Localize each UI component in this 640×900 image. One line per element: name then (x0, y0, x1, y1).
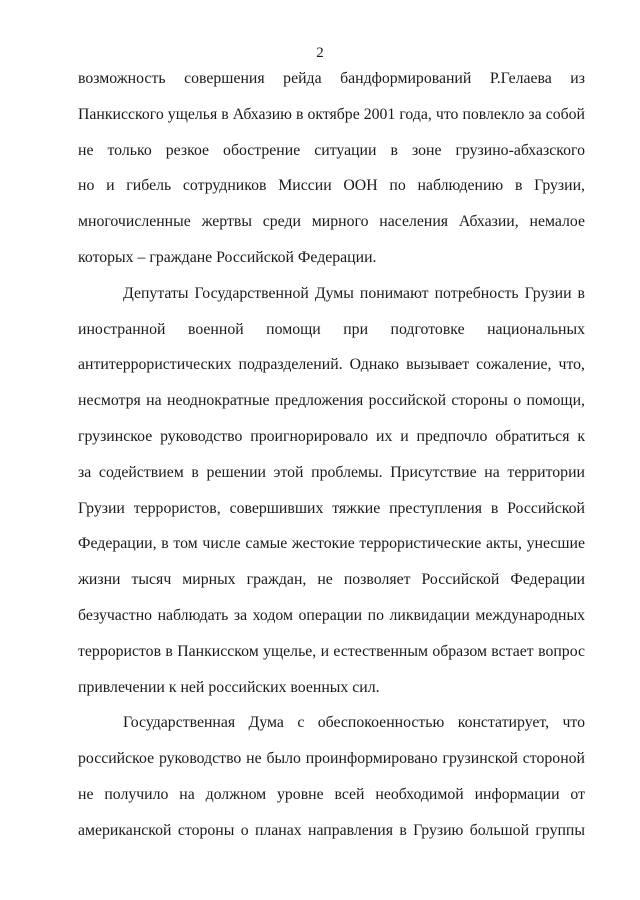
text-line: которых – граждане Российской Федерации. (78, 248, 377, 266)
text-line: террористов в Панкисском ущелье, и естественным образом встает вопрос (78, 642, 585, 660)
text-line: Грузии террористов, совершивших тяжкие преступления в Российской (78, 499, 585, 517)
page-number: 2 (316, 45, 324, 61)
text-line: Панкисского ущелья в Абхазию в октябре 2001 года, что повлекло за собой (78, 105, 585, 123)
text-line: Федерации, в том числе самые жестокие террористические акты, унесшие (78, 535, 585, 553)
text-line: антитеррористических подразделений. Однако вызывает сожаление, что, (78, 356, 585, 374)
document-body (78, 61, 585, 849)
text-line: несмотря на неоднократные предложения российской стороны о помощи, (78, 392, 585, 410)
text-line: Депутаты Государственной Думы понимают потребность Грузии в (123, 284, 585, 302)
text-line: не только резкое обострение ситуации в зоне грузино-абхазского (78, 141, 585, 159)
text-line: американской стороны о планах направления в Грузию большой группы (78, 821, 585, 839)
text-line: привлечении к ней российских военных сил. (78, 678, 380, 696)
text-line: безучастно наблюдать за ходом операции по ликвидации международных (78, 606, 585, 624)
text-line: за содействием в решении этой проблемы. Присутствие на территории (78, 463, 585, 481)
text-line: возможность совершения рейда бандформирований Р.Гелаева из (78, 70, 585, 87)
text-line: иностранной военной помощи при подготовке национальных (78, 320, 585, 338)
text-line: российское руководство не было проинформировано грузинской стороной (78, 750, 585, 768)
text-line: не получило на должном уровне всей необходимой информации от (78, 785, 585, 803)
text-line: грузинское руководство проигнорировало их и предпочло обратиться к (78, 427, 585, 445)
text-line: Государственная Дума с обеспокоенностью констатирует, что (123, 714, 585, 732)
text-line: многочисленные жертвы среди мирного населения Абхазии, немалое (78, 213, 585, 231)
text-line: жизни тысяч мирных граждан, не позволяет Российской Федерации (78, 571, 585, 589)
text-line: но и гибель сотрудников Миссии ООН по наблюдению в Грузии, (78, 177, 585, 195)
